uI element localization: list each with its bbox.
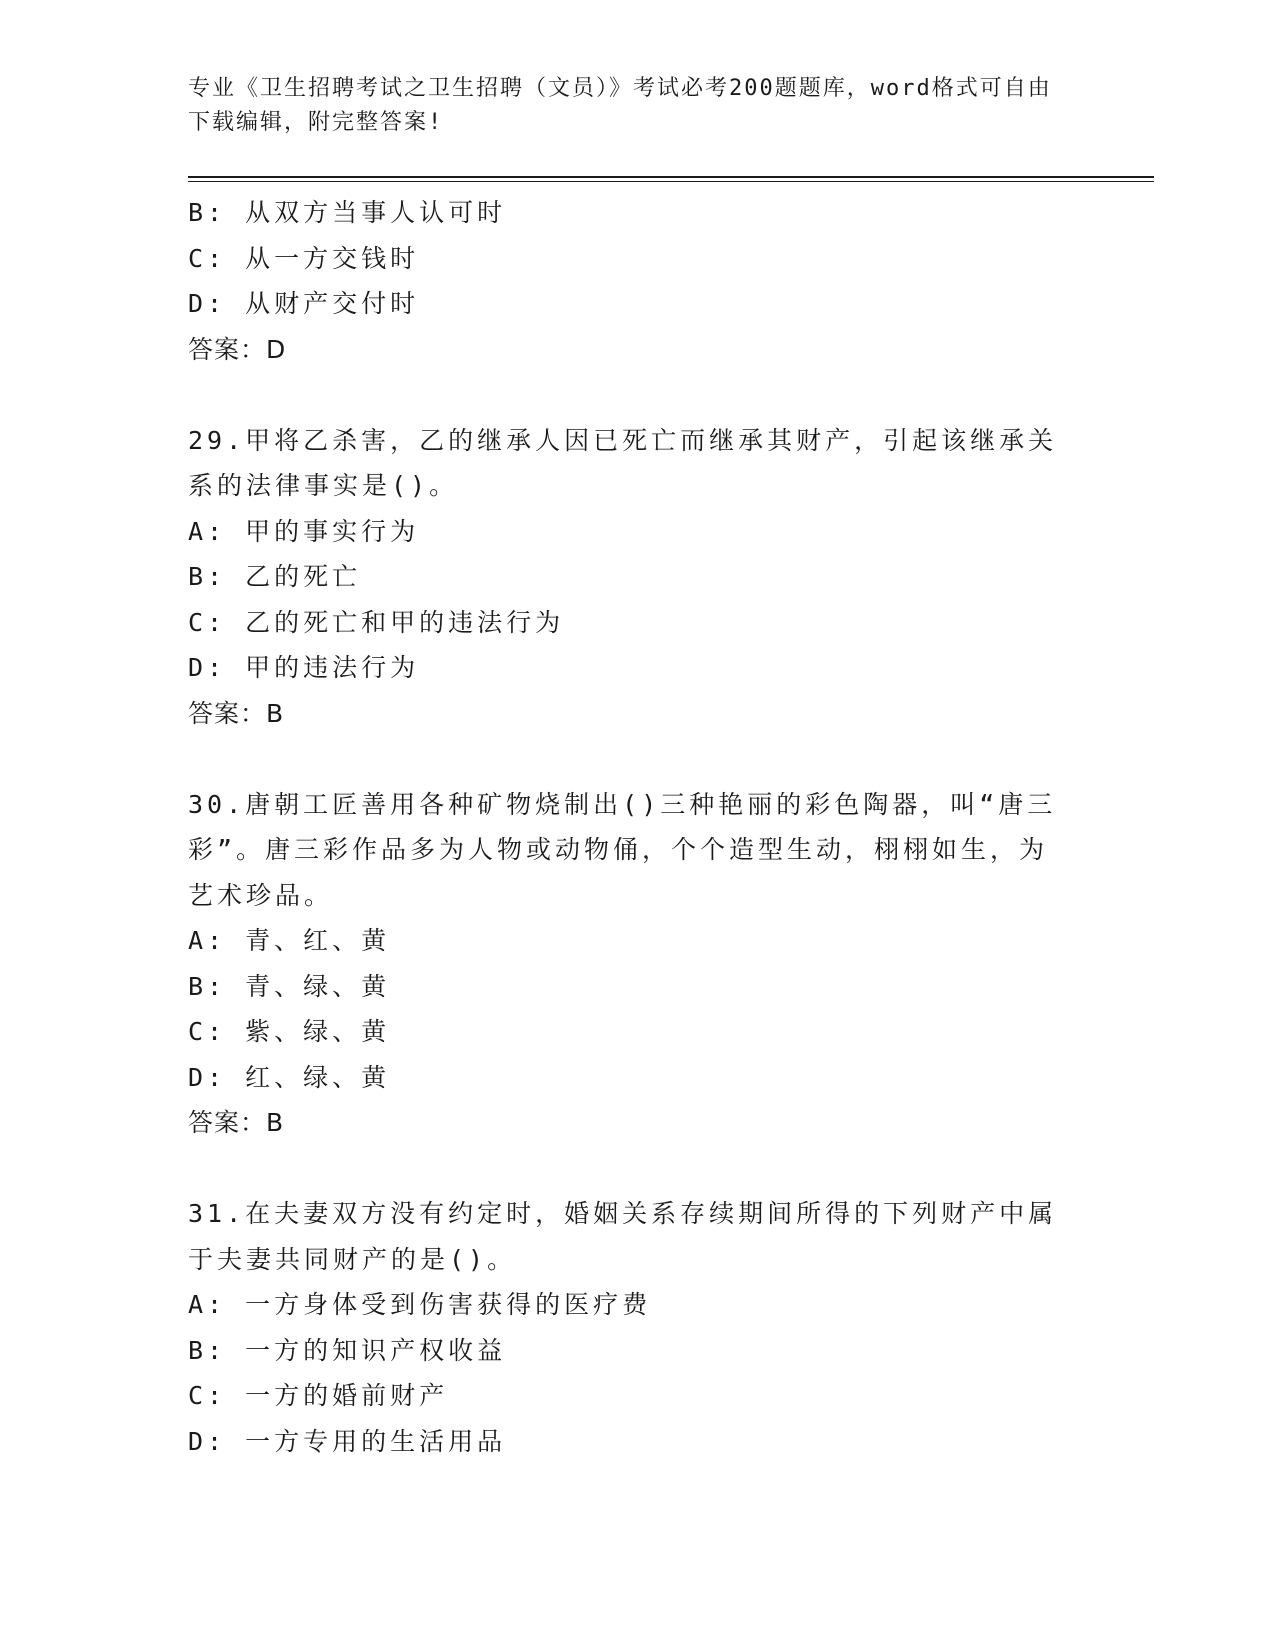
prev-question-block — [188, 190, 1088, 372]
question-text: 30.唐朝工匠善用各种矿物烧制出()三种艳丽的彩色陶器，叫“唐三彩”。唐三彩作品多为人物或动物俑，个个造型生动，栩栩如生，为艺术珍品。 — [188, 789, 1057, 910]
question-30 — [188, 782, 1088, 1146]
option-b: B: 从双方当事人认可时 — [188, 198, 507, 227]
option-d: D: 一方专用的生活用品 — [188, 1426, 507, 1456]
option-c: C: 紫、绿、黄 — [188, 1017, 391, 1046]
option-b: B: 青、绿、黄 — [188, 971, 391, 1001]
answer-line: 答案：B — [188, 1108, 285, 1137]
option-c: C: 乙的死亡和甲的违法行为 — [188, 607, 565, 637]
option-c: C: 一方的婚前财产 — [188, 1381, 449, 1410]
option-d: D: 甲的违法行为 — [188, 653, 420, 682]
question-text: 29.甲将乙杀害，乙的继承人因已死亡而继承其财产，引起该继承关系的法律事实是()。 — [188, 425, 1058, 500]
option-d: D: 从财产交付时 — [188, 289, 420, 318]
option-d: D: 红、绿、黄 — [188, 1062, 391, 1092]
question-list — [188, 190, 1088, 1464]
option-c: C: 从一方交钱时 — [188, 243, 420, 273]
answer-line: 答案：D — [188, 334, 287, 364]
option-b: B: 一方的知识产权收益 — [188, 1335, 507, 1365]
header-divider-thin — [188, 181, 1154, 182]
option-a: A: 一方身体受到伤害获得的医疗费 — [188, 1290, 652, 1319]
question-29 — [188, 418, 1088, 737]
document-header: 专业《卫生招聘考试之卫生招聘（文员）》考试必考200题题库，word格式可自由下载编辑，附完整答案! — [188, 76, 1052, 135]
question-31 — [188, 1191, 1088, 1464]
answer-line: 答案：B — [188, 698, 285, 728]
header-divider-thick — [188, 176, 1154, 178]
option-b: B: 乙的死亡 — [188, 562, 362, 591]
option-a: A: 甲的事实行为 — [188, 516, 420, 546]
option-a: A: 青、红、黄 — [188, 926, 391, 955]
question-text: 31.在夫妻双方没有约定时，婚姻关系存续期间所得的下列财产中属于夫妻共同财产的是()。 — [188, 1199, 1058, 1274]
